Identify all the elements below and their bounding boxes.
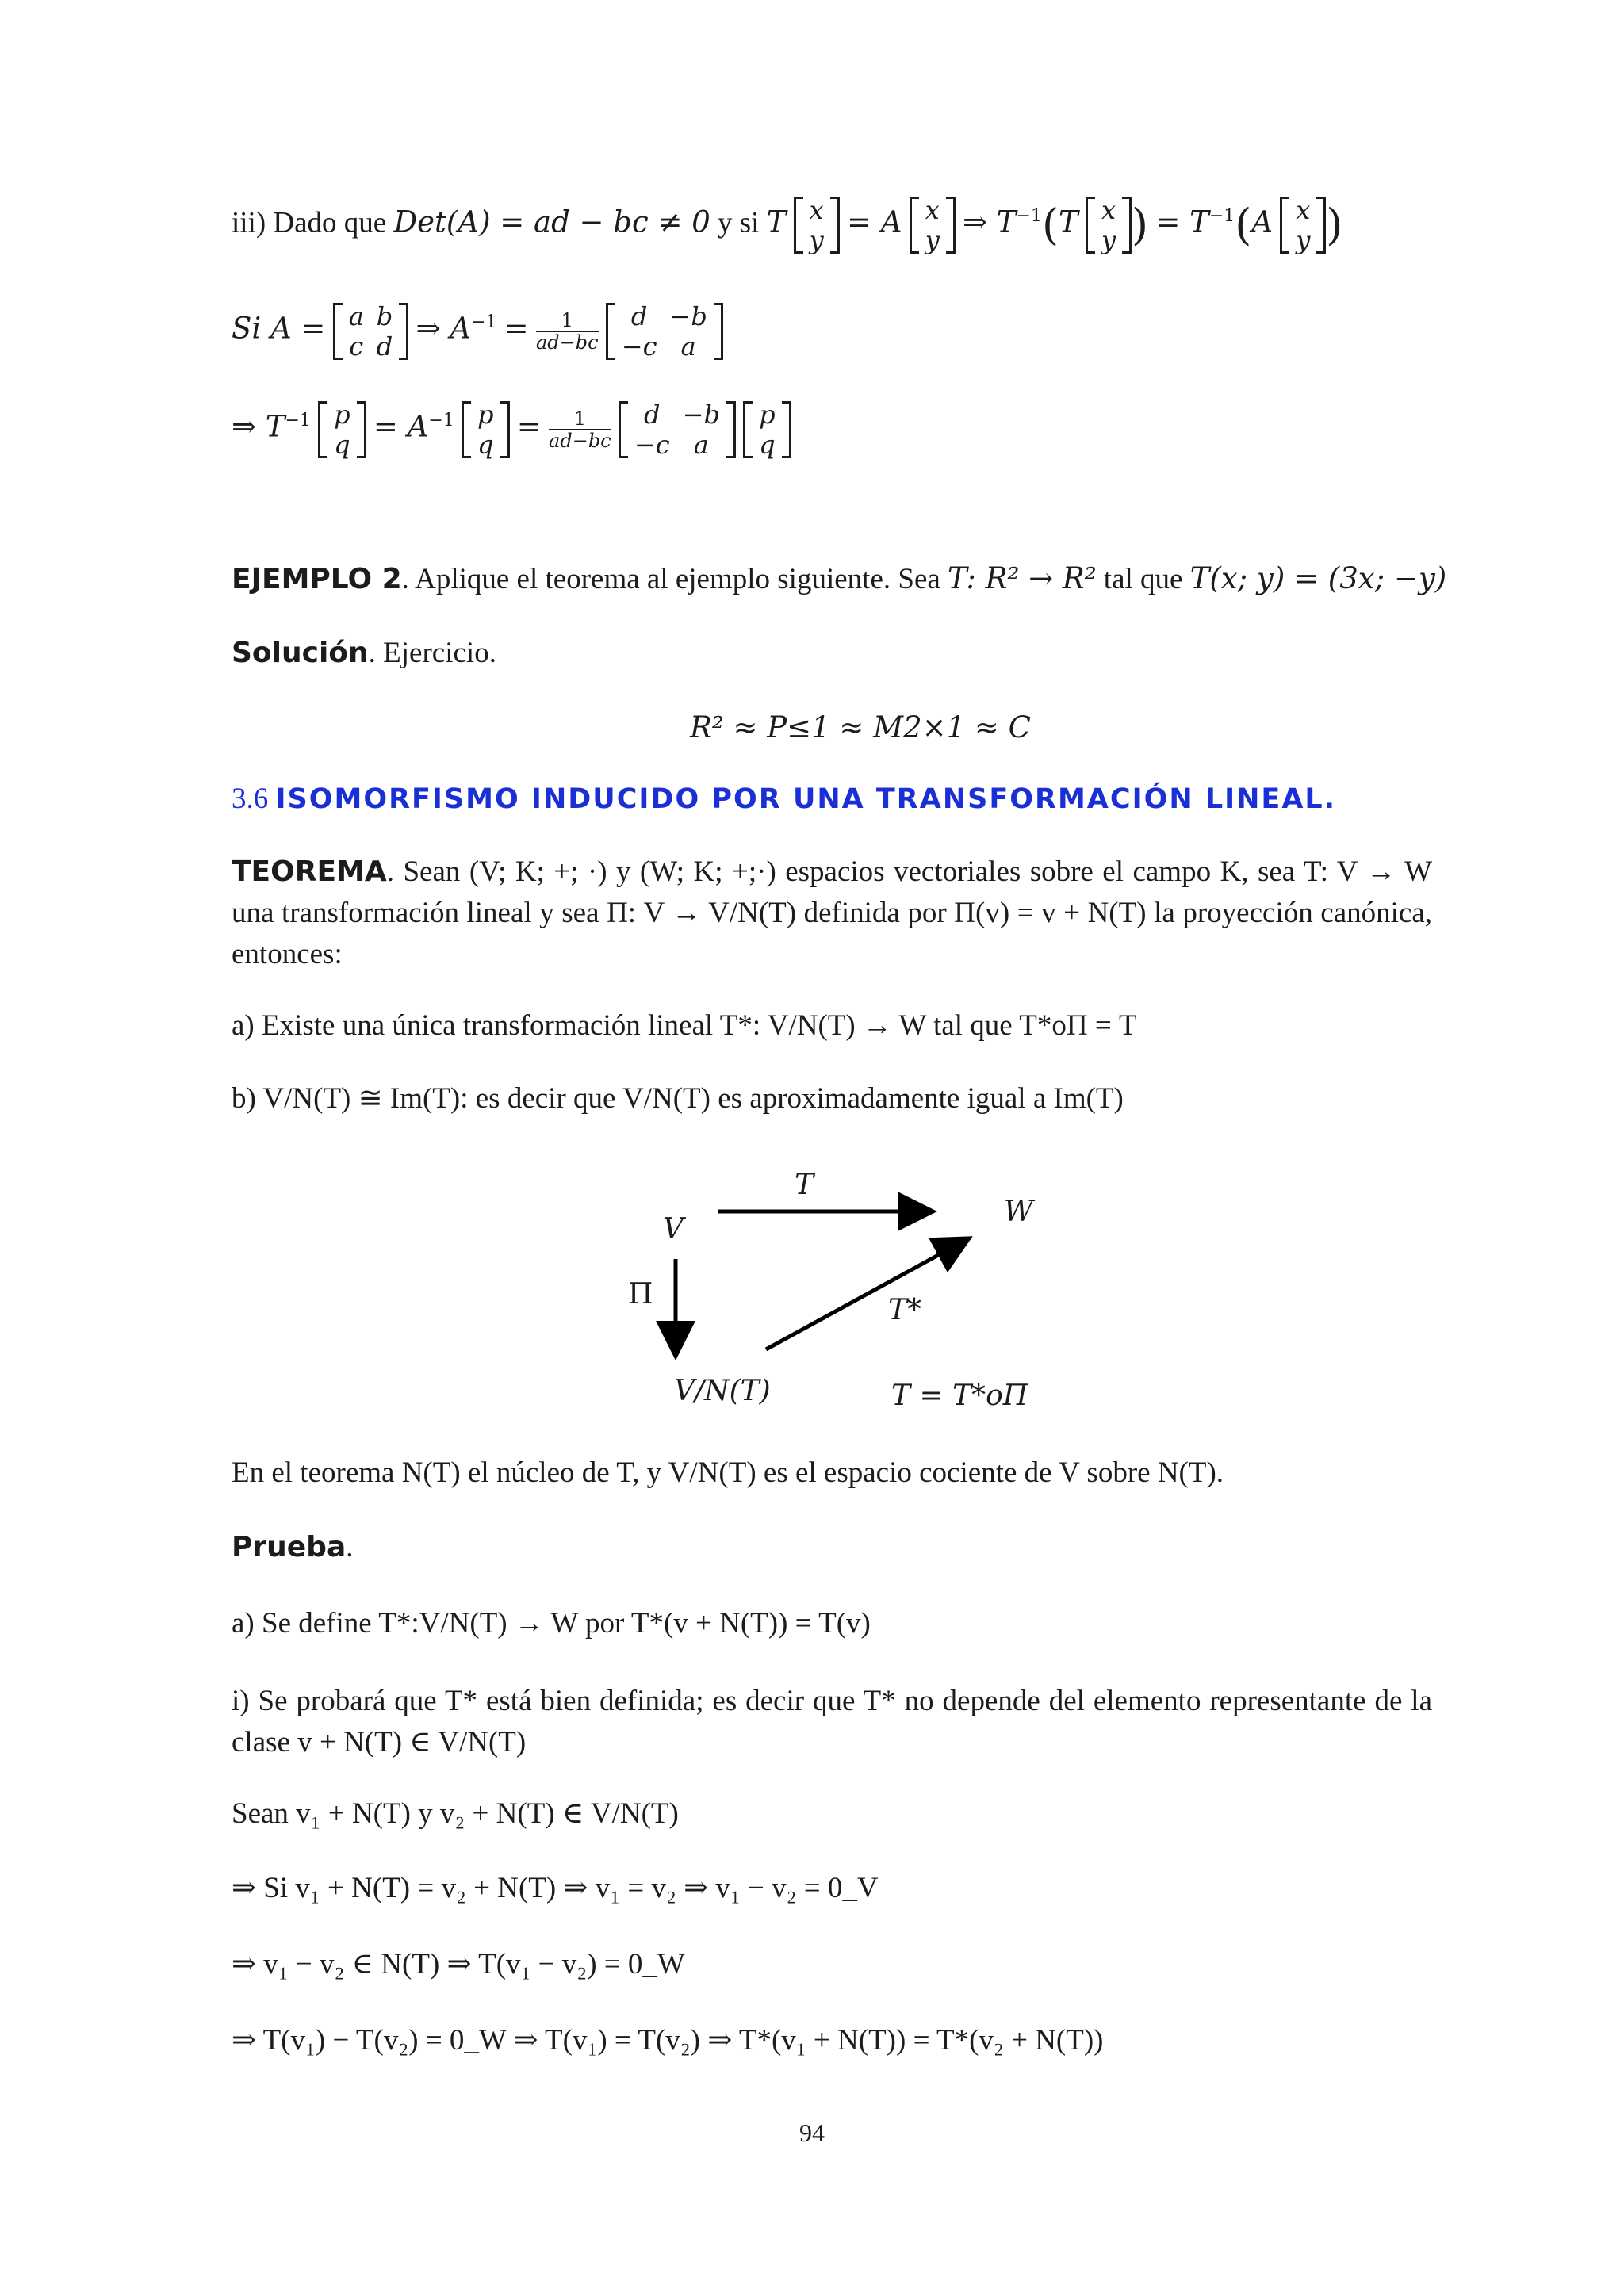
vector-pq-3: p q bbox=[743, 400, 791, 460]
vector-xy-2: x y bbox=[910, 195, 956, 255]
label-Tstar: T* bbox=[888, 1294, 922, 1326]
text-ysi: y si bbox=[718, 206, 760, 239]
ejemplo-label: EJEMPLO 2 bbox=[232, 563, 402, 595]
label-composition: T = T*oΠ bbox=[891, 1380, 1028, 1412]
page-number: 94 bbox=[799, 2118, 825, 2147]
vector-xy: x y bbox=[794, 195, 840, 255]
vector-pq-2: p q bbox=[462, 400, 509, 460]
proof-i: i) Se probará que T* está bien definida; es decir que T* no depende del elemento representante de la clase v + N(T) ∈ V/N(T) bbox=[232, 1685, 1432, 1758]
math-det: Det(A) = ad − bc ≠ 0 bbox=[393, 205, 710, 239]
prueba: Prueba. bbox=[232, 1531, 354, 1563]
line-Tinv-pq: ⇒ $T^{-1}$ p q = $A^{-1}$ p q = $\frac{1}{ad-bc}$ d −b −c a p q bbox=[232, 400, 791, 460]
label-V: V bbox=[663, 1213, 684, 1246]
vector-pq: p q bbox=[318, 400, 366, 460]
item-b: b) V/N(T) ≅ Im(T): es decir que V/N(T) es aproximadamente igual a Im(T) bbox=[232, 1082, 1124, 1115]
solucion-label: Solución bbox=[232, 637, 369, 669]
approx-line: R² ≈ P≤1 ≈ M2×1 ≈ C bbox=[690, 710, 1031, 744]
arrow-Tstar bbox=[766, 1240, 966, 1349]
math-eqA: = A bbox=[846, 205, 902, 239]
fraction-1: $\frac{1}{ad-bc}$ bbox=[535, 309, 599, 354]
matrix-Ainv: d −b −c a bbox=[606, 301, 723, 362]
ejemplo-2: EJEMPLO 2. Aplique el teorema al ejemplo siguiente. Sea T: R² → R² tal que T(x; y) = (3x; −y) bbox=[232, 561, 1447, 595]
label-quotient: V/N(T) bbox=[674, 1375, 771, 1407]
proof-a: a) Se define T*:V/N(T) → W por T*(v + N(T)) = T(v) bbox=[232, 1607, 871, 1640]
sean: Sean v₁ + N(T) y v₂ + N(T) ∈ V/N(T) bbox=[232, 1797, 679, 1830]
line-iii: iii) Dado que Det(A) = ad − bc ≠ 0 y si T x y = A x y ⇒ $T^{-1}(T$ x y ) = $T^{-1}(A$ x y ) bbox=[232, 195, 1343, 255]
en-teorema: En el teorema N(T) el núcleo de T, y V/N(T) es el espacio cociente de V sobre N(T). bbox=[232, 1456, 1224, 1489]
section-title: ISOMORFISMO INDUCIDO POR UNA TRANSFORMACIÓN LINEAL. bbox=[275, 783, 1337, 815]
section-number: 3.6 bbox=[232, 783, 269, 815]
math-si-A: Si A = bbox=[232, 311, 326, 346]
label-Pi: Π bbox=[628, 1278, 653, 1311]
implication-3: ⇒ T(v₁) − T(v₂) = 0_W ⇒ T(v₁) = T(v₂) ⇒ T*(v₁ + N(T)) = T*(v₂ + N(T)) bbox=[232, 2024, 1104, 2057]
teorema-text: . Sean (V; K; +; ·) y (W; K; +;·) espacios vectoriales sobre el campo K, sea T: V → W una transformación lineal y sea Π: V → V/N(T) definida por Π(v) = v + N(T) la proyección canónica, entonces: bbox=[232, 855, 1432, 970]
vector-xy-4: x y bbox=[1280, 195, 1326, 255]
matrix-Ainv-2: d −b −c a bbox=[619, 400, 736, 460]
line-si-A: Si A = a b c d ⇒ $A^{-1}$ = $\frac{1}{ad-bc}$ d −b −c a bbox=[232, 301, 723, 362]
vector-xy-3: x y bbox=[1086, 195, 1132, 255]
text-iii: iii) Dado que bbox=[232, 206, 387, 239]
math-implT: ⇒ T bbox=[232, 409, 285, 444]
math-eqAinv: = A bbox=[373, 409, 429, 444]
fraction-2: $\frac{1}{ad-bc}$ bbox=[549, 408, 611, 452]
math-T: T bbox=[766, 205, 787, 239]
prueba-label: Prueba bbox=[232, 1531, 347, 1563]
matrix-A: a b c d bbox=[333, 301, 409, 362]
solucion: Solución. Ejercicio. bbox=[232, 637, 496, 669]
implication-1: ⇒ Si v₁ + N(T) = v₂ + N(T) ⇒ v₁ = v₂ ⇒ v₁ − v₂ = 0_V bbox=[232, 1872, 879, 1904]
math-implies: ⇒ T bbox=[963, 205, 1017, 239]
item-a: a) Existe una única transformación lineal T*: V/N(T) → W tal que T*oΠ = T bbox=[232, 1009, 1137, 1042]
math-eqTinv: = T bbox=[1155, 205, 1209, 239]
implication-2: ⇒ v₁ − v₂ ∈ N(T) ⇒ T(v₁ − v₂) = 0_W bbox=[232, 1948, 685, 1980]
label-W: W bbox=[1004, 1196, 1034, 1228]
label-T: T bbox=[795, 1169, 814, 1201]
math-implA: ⇒ A bbox=[416, 311, 471, 346]
teorema-label: TEOREMA bbox=[232, 855, 387, 888]
